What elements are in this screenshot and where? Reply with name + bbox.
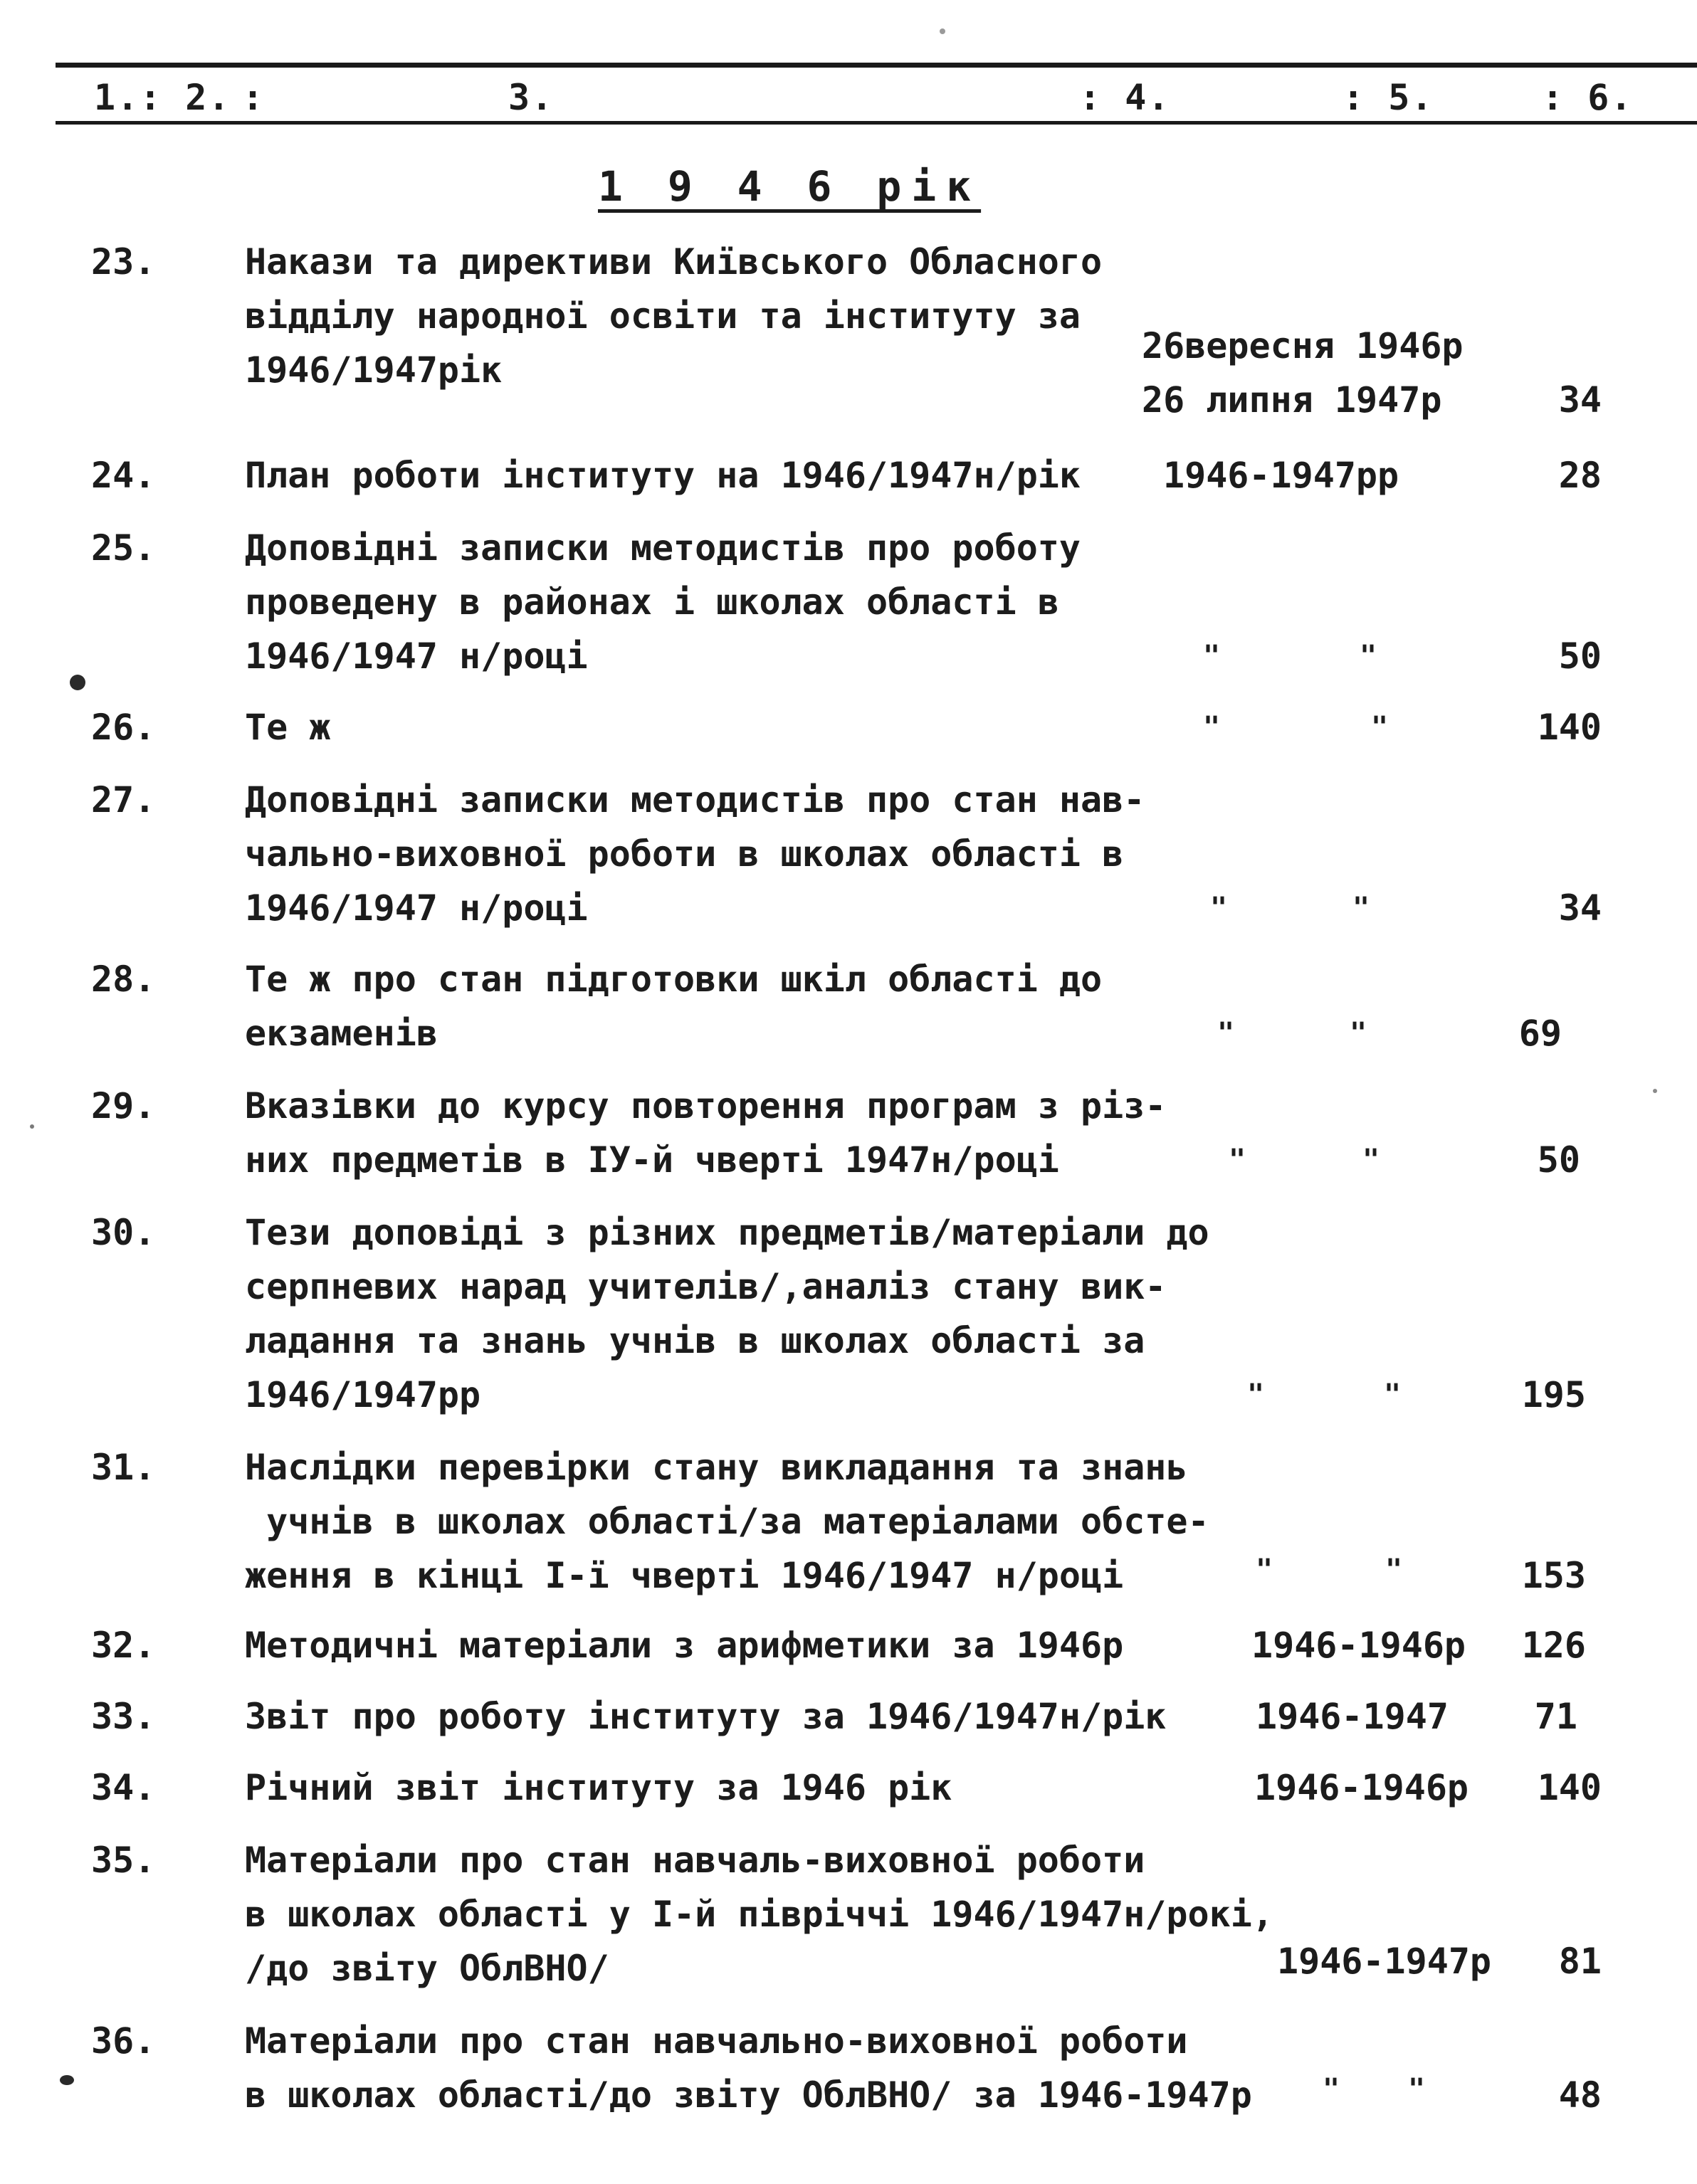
- entry-title-line: Доповідні записки методистів про роботу: [245, 527, 1081, 569]
- entry-number: 23.: [91, 241, 156, 283]
- entry-title-line: них предметів в ІУ-й чверті 1947н/році: [245, 1139, 1059, 1181]
- entry-title-line: 1946/1947рр: [245, 1374, 481, 1415]
- year-heading: 1 9 4 6 рік: [598, 162, 982, 211]
- entry-title-line: Доповідні записки методистів про стан нав-: [245, 779, 1145, 821]
- column-number-6: : 6.: [1542, 77, 1634, 118]
- entry-number: 35.: [91, 1840, 156, 1881]
- entry-title-line: Наслідки перевірки стану викладання та знань: [245, 1447, 1188, 1488]
- entry-date: 1946-1947р: [1277, 1941, 1492, 1982]
- ditto-mark: ": [1210, 892, 1228, 924]
- entry-sheet-count: 140: [1537, 707, 1602, 748]
- ditto-mark: ": [1217, 1017, 1235, 1050]
- ditto-mark: ": [1362, 1144, 1380, 1176]
- entry-title-line: екзаменів: [245, 1013, 438, 1054]
- ditto-mark: ": [1385, 1553, 1403, 1586]
- ditto-mark: ": [1408, 2073, 1426, 2106]
- entry-number: 34.: [91, 1767, 156, 1808]
- ditto-mark: ": [1352, 892, 1370, 924]
- entry-title-line: в школах області/до звіту ОблВНО/ за 1946-1947р: [245, 2074, 1252, 2116]
- entry-sheet-count: 48: [1558, 2074, 1602, 2116]
- entry-title-line: Матеріали про стан навчально-виховної роботи: [245, 2020, 1188, 2062]
- entry-sheet-count: 69: [1518, 1013, 1562, 1054]
- ditto-mark: ": [1350, 1017, 1367, 1050]
- entry-sheet-count: 126: [1521, 1625, 1586, 1666]
- entry-title-line: Те ж: [245, 707, 331, 748]
- entry-sheet-count: 195: [1521, 1374, 1586, 1415]
- scan-speck: [70, 675, 85, 690]
- column-number-4: : 4.: [1079, 77, 1171, 118]
- ditto-mark: ": [1247, 1378, 1265, 1411]
- entry-title-line: 1946/1947 н/році: [245, 887, 588, 929]
- entry-title-line: ладання та знань учнів в школах області за: [245, 1320, 1145, 1361]
- entry-title-line: Те ж про стан підготовки шкіл області до: [245, 959, 1103, 1000]
- entry-title-line: /до звіту ОблВНО/: [245, 1948, 609, 1989]
- entry-number: 27.: [91, 779, 156, 821]
- entry-date: 26вересня 1946р: [1142, 325, 1464, 366]
- scan-speck: [60, 2075, 74, 2085]
- entry-number: 32.: [91, 1625, 156, 1666]
- entry-title-line: 1946/1947рік: [245, 349, 503, 391]
- entry-sheet-count: 34: [1558, 379, 1602, 421]
- entry-date: 26 липня 1947р: [1142, 379, 1442, 421]
- column-number-3: 3.: [508, 77, 555, 118]
- entry-title-line: Річний звіт інституту за 1946 рік: [245, 1767, 952, 1808]
- entry-number: 31.: [91, 1447, 156, 1488]
- ditto-mark: ": [1203, 640, 1221, 672]
- entry-title-line: План роботи інституту на 1946/1947н/рік: [245, 455, 1081, 496]
- column-number-1: 1.: [94, 77, 140, 118]
- entry-sheet-count: 50: [1558, 635, 1602, 677]
- column-separator: :: [242, 77, 266, 118]
- entry-title-line: проведену в районах і школах області в: [245, 581, 1059, 623]
- entry-date: 1946-1947рр: [1163, 455, 1399, 496]
- header-bottom-rule: [56, 121, 1697, 125]
- entry-sheet-count: 50: [1537, 1139, 1580, 1181]
- ditto-mark: ": [1229, 1144, 1246, 1176]
- entry-title-line: Тези доповіді з різних предметів/матеріали до: [245, 1212, 1209, 1253]
- entry-sheet-count: 153: [1521, 1555, 1586, 1596]
- entry-number: 33.: [91, 1696, 156, 1737]
- entry-title-line: Методичні матеріали з арифметики за 1946р: [245, 1625, 1124, 1666]
- entry-number: 36.: [91, 2020, 156, 2062]
- column-number-2: : 2.: [140, 77, 231, 118]
- entry-number: 25.: [91, 527, 156, 569]
- entry-number: 26.: [91, 707, 156, 748]
- entry-number: 24.: [91, 455, 156, 496]
- entry-number: 29.: [91, 1085, 156, 1127]
- entry-title-line: Матеріали про стан навчаль-виховної роботи: [245, 1840, 1145, 1881]
- entry-number: 28.: [91, 959, 156, 1000]
- entry-title-line: відділу народної освіти та інституту за: [245, 295, 1081, 337]
- entry-sheet-count: 71: [1534, 1696, 1577, 1737]
- entry-title-line: чально-виховної роботи в школах області в: [245, 833, 1124, 875]
- scan-speck: [30, 1124, 34, 1129]
- entry-title-line: 1946/1947 н/році: [245, 635, 588, 677]
- ditto-mark: ": [1323, 2073, 1340, 2106]
- entry-title-line: серпневих нарад учителів/,аналіз стану вик-: [245, 1266, 1167, 1307]
- entry-title-line: в школах області у І-й півріччі 1946/1947н/рокі,: [245, 1894, 1273, 1935]
- entry-sheet-count: 28: [1558, 455, 1602, 496]
- entry-date: 1946-1947: [1256, 1696, 1449, 1737]
- entry-title-line: учнів в школах області/за матеріалами обсте-: [245, 1501, 1209, 1542]
- ditto-mark: ": [1256, 1553, 1273, 1586]
- ditto-mark: ": [1203, 711, 1221, 744]
- entry-date: 1946-1946р: [1251, 1625, 1466, 1666]
- entry-sheet-count: 81: [1558, 1941, 1602, 1982]
- ditto-mark: ": [1384, 1378, 1402, 1411]
- entry-title-line: ження в кінці І-ї чверті 1946/1947 н/році: [245, 1555, 1124, 1596]
- ditto-mark: ": [1371, 711, 1389, 744]
- ditto-mark: ": [1360, 640, 1377, 672]
- entry-title-line: Вказівки до курсу повторення програм з різ-: [245, 1085, 1167, 1127]
- entry-number: 30.: [91, 1212, 156, 1253]
- entry-sheet-count: 140: [1537, 1767, 1602, 1808]
- entry-title-line: Звіт про роботу інституту за 1946/1947н/рік: [245, 1696, 1167, 1737]
- entry-sheet-count: 34: [1558, 887, 1602, 929]
- scan-speck: [940, 28, 945, 34]
- entry-date: 1946-1946р: [1254, 1767, 1469, 1808]
- column-number-5: : 5.: [1343, 77, 1434, 118]
- scan-speck: [1653, 1089, 1657, 1093]
- entry-title-line: Накази та директиви Київського Обласного: [245, 241, 1103, 283]
- header-top-rule: [56, 63, 1697, 68]
